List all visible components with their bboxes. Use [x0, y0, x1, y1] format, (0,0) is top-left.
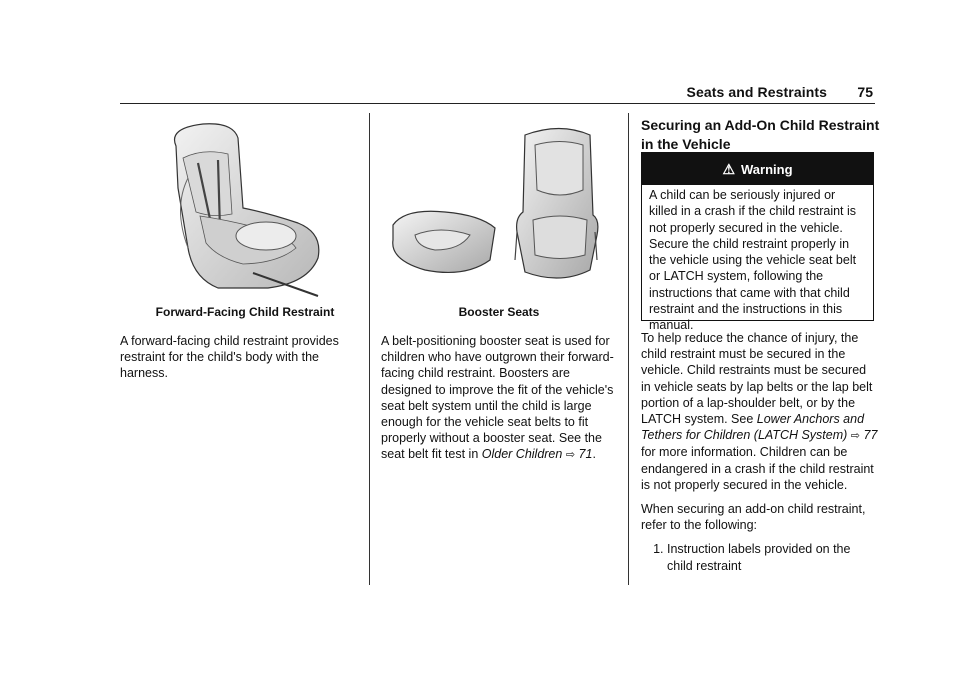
- list-item: 1. Instruction labels provided on the child restraint: [667, 541, 879, 573]
- header-rule: [120, 103, 875, 104]
- column-divider-2: [628, 113, 629, 585]
- booster-caption: Booster Seats: [458, 305, 540, 319]
- warning-icon: ⚠: [722, 160, 736, 177]
- warning-body: A child can be seriously injured or killed in a crash if the child restraint is not properly secured in the vehicle. Secure the child restraint properly in the vehicle using the vehicle seat belt or LATCH system, following the instructions that came with that child restraint and the instructions in this manual.: [649, 188, 857, 333]
- column-3-text: [641, 330, 879, 574]
- booster-paragraph-text: A belt-positioning booster seat is used for children who have outgrown their forward-facing child restraint. Boosters are designed to improve the fit of the vehicle's seat belt system until the child is large enough for the vehicle seat belts to fit properly without a booster seat. See the seat belt fit test in: [381, 334, 614, 462]
- latch-link[interactable]: Lower Anchors and Tethers for Children (LATCH System): [641, 412, 865, 443]
- header-bar: [120, 84, 875, 104]
- older-children-page-ref[interactable]: 71: [578, 447, 593, 462]
- booster-seats-image: [385, 120, 615, 295]
- ref-arrow-icon: ⇨: [850, 430, 861, 443]
- latch-paragraph-text-b: for more information. Children can be endangered in a crash if the child restraint is not properly secured in the vehicle.: [641, 445, 874, 492]
- warning-box: [641, 152, 874, 333]
- booster-paragraph-end: .: [592, 447, 596, 462]
- booster-paragraph: [381, 333, 619, 464]
- column-2-text: [381, 333, 619, 472]
- booster-illustration: [385, 120, 615, 295]
- latch-paragraph: [641, 330, 879, 493]
- forward-facing-caption: Forward-Facing Child Restraint: [155, 305, 335, 319]
- forward-facing-paragraph: A forward-facing child restraint provides restraint for the child's body with the harness.: [120, 334, 339, 381]
- column-1-text: [120, 333, 360, 390]
- latch-paragraph-text-a: To help reduce the chance of injury, the child restraint must be secured in the vehicle. Child restraints must be secured in vehicle seats by lap belts or the lap belt portion of a lap-shoulder belt, or by the LATCH system. See: [641, 331, 873, 427]
- ref-arrow-icon: ⇨: [565, 449, 576, 462]
- warning-header: [642, 153, 873, 185]
- latch-page-ref[interactable]: 77: [863, 428, 878, 443]
- forward-facing-seat-image: [158, 118, 333, 298]
- column-divider-1: [369, 113, 370, 585]
- securing-list: [641, 541, 879, 573]
- section-title: Securing an Add-On Child Restraint in the Vehicle: [641, 117, 880, 152]
- securing-paragraph: When securing an add-on child restraint, refer to the following:: [641, 502, 866, 533]
- older-children-link[interactable]: Older Children: [481, 447, 563, 462]
- warning-label: Warning: [741, 161, 793, 177]
- page-number: 75: [857, 84, 873, 100]
- header-title: Seats and Restraints: [686, 84, 827, 100]
- forward-facing-illustration: [158, 118, 333, 298]
